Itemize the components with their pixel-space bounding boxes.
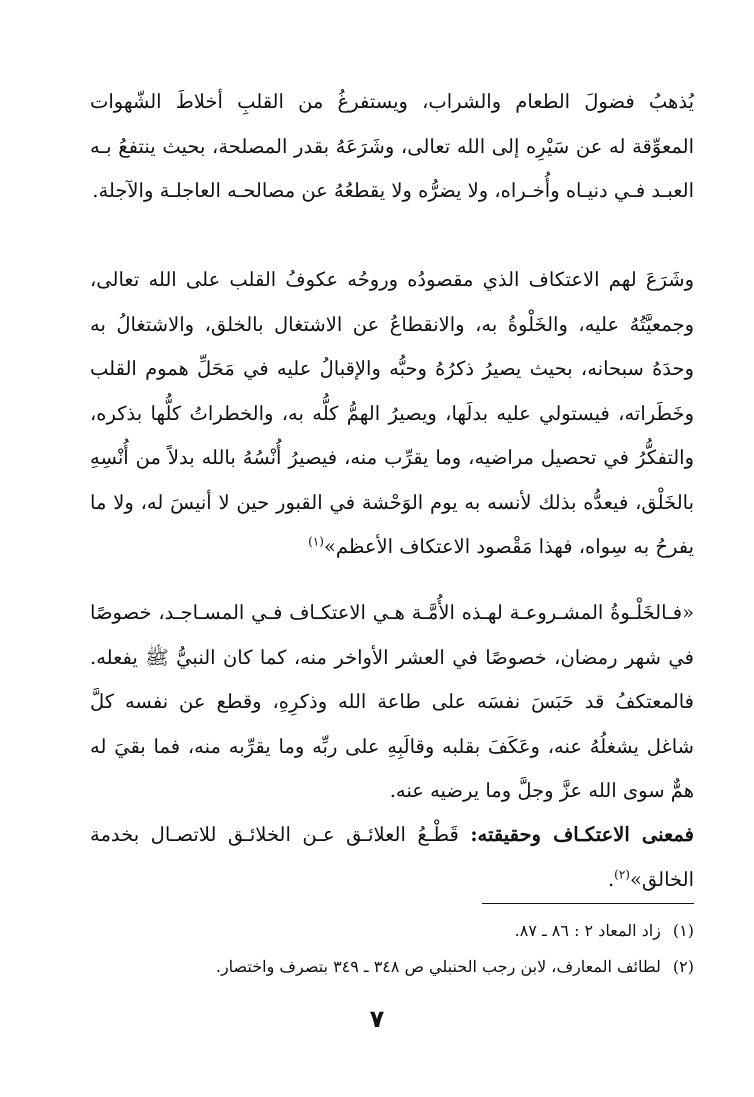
footnote-1-number: (١) [672,921,694,940]
paragraph-3 [90,591,694,814]
paragraph-4-heading: فمعنى الاعتكـاف وحقيقته: [470,823,694,846]
footnote-ref-2[interactable]: (٢) [614,867,630,881]
footnote-2-number: (٢) [672,957,694,976]
paragraph-2 [90,258,694,570]
footnote-1-text: زاد المعاد ٢ : ٨٦ ـ ٨٧. [514,921,661,940]
paragraph-1-text: يُذهبُ فضولَ الطعام والشراب، ويستفرغُ من القلبِ أخلاطَ الشّهوات المعوِّقة له عن سَيْرِه إلى الله تعالى، وشَرَعَهُ بقدر المصلحة، بحيث ينتفعُ بـه العبـد فـي دنيـاه وأُخـراه، ولا يضرُّه ولا يقطعُهُ عن مصالحـه العاجلـة والآجلة. [90,90,694,202]
footnote-2 [90,956,694,978]
paragraph-3-text: «فـالخَلْـوةُ المشـروعـة لهـذه الأُمَّـة هـي الاعتكـاف فـي المسـاجـد، خصوصًا في شهر رمضان، خصوصًا في العشر الأواخر منه، كما كان النبيُّ ﷺ يفعله. فالمعتكفُ قد حَبَسَ نفسَه على طاعة الله وذكرِهِ، وقطع عن نفسه كلَّ شاغل يشغلُهُ عنه، وعَكَفَ بقلبه وقالَبِهِ على ربِّه وما يقرِّبه منه، فما بقيَ له همٌّ سوى الله عزَّ وجلَّ وما يرضيه عنه. [90,601,694,802]
paragraph-4-text: قَطْـعُ العلائـق عـن الخلائـق للاتصـال بخدمة الخالق» [90,823,694,891]
footnote-1 [90,920,694,942]
footnote-ref-1[interactable]: (١) [308,534,324,549]
footnote-separator [482,903,694,904]
page-number: ٧ [369,1005,385,1033]
paragraph-1 [90,80,694,214]
paragraph-2-text: وشَرَعَ لهم الاعتكاف الذي مقصودُه وروحُه عكوفُ القلب على الله تعالى، وجمعيَّتُهُ عليه، والخَلْوةُ به، والانقطاعُ عن الاشتغال بالخلق، والاشتغالُ به وحدَهُ سبحانه، بحيث يصيرُ ذكرُهُ وحبُّه والإقبالُ عليه في مَحَلِّ هموم القلب وخَطَراته، فيستولي عليه بدلَها، ويصيرُ الهمُّ كلُّه به، والخطراتُ كلُّها بذكره، والتفكُّرُ في تحصيل مراضيه، وما يقرِّب منه، فيصيرُ أُنْسُهُ بالله بدلاً من أُنْسِهِ بالخَلْق، فيعدُّه بذلك لأنسه به يوم الوَحْشة في القبور حين لا أنيسَ له، ولا ما يفرحُ به سِواه، فهذا مَقْصود الاعتكاف الأعظم» [90,268,694,558]
paragraph-4 [90,813,694,902]
paragraph-4-end: . [607,867,615,891]
footnote-2-text: لطائف المعارف، لابن رجب الحنبلي ص ٣٤٨ ـ ٣٤٩ بتصرف واختصار. [215,957,661,976]
